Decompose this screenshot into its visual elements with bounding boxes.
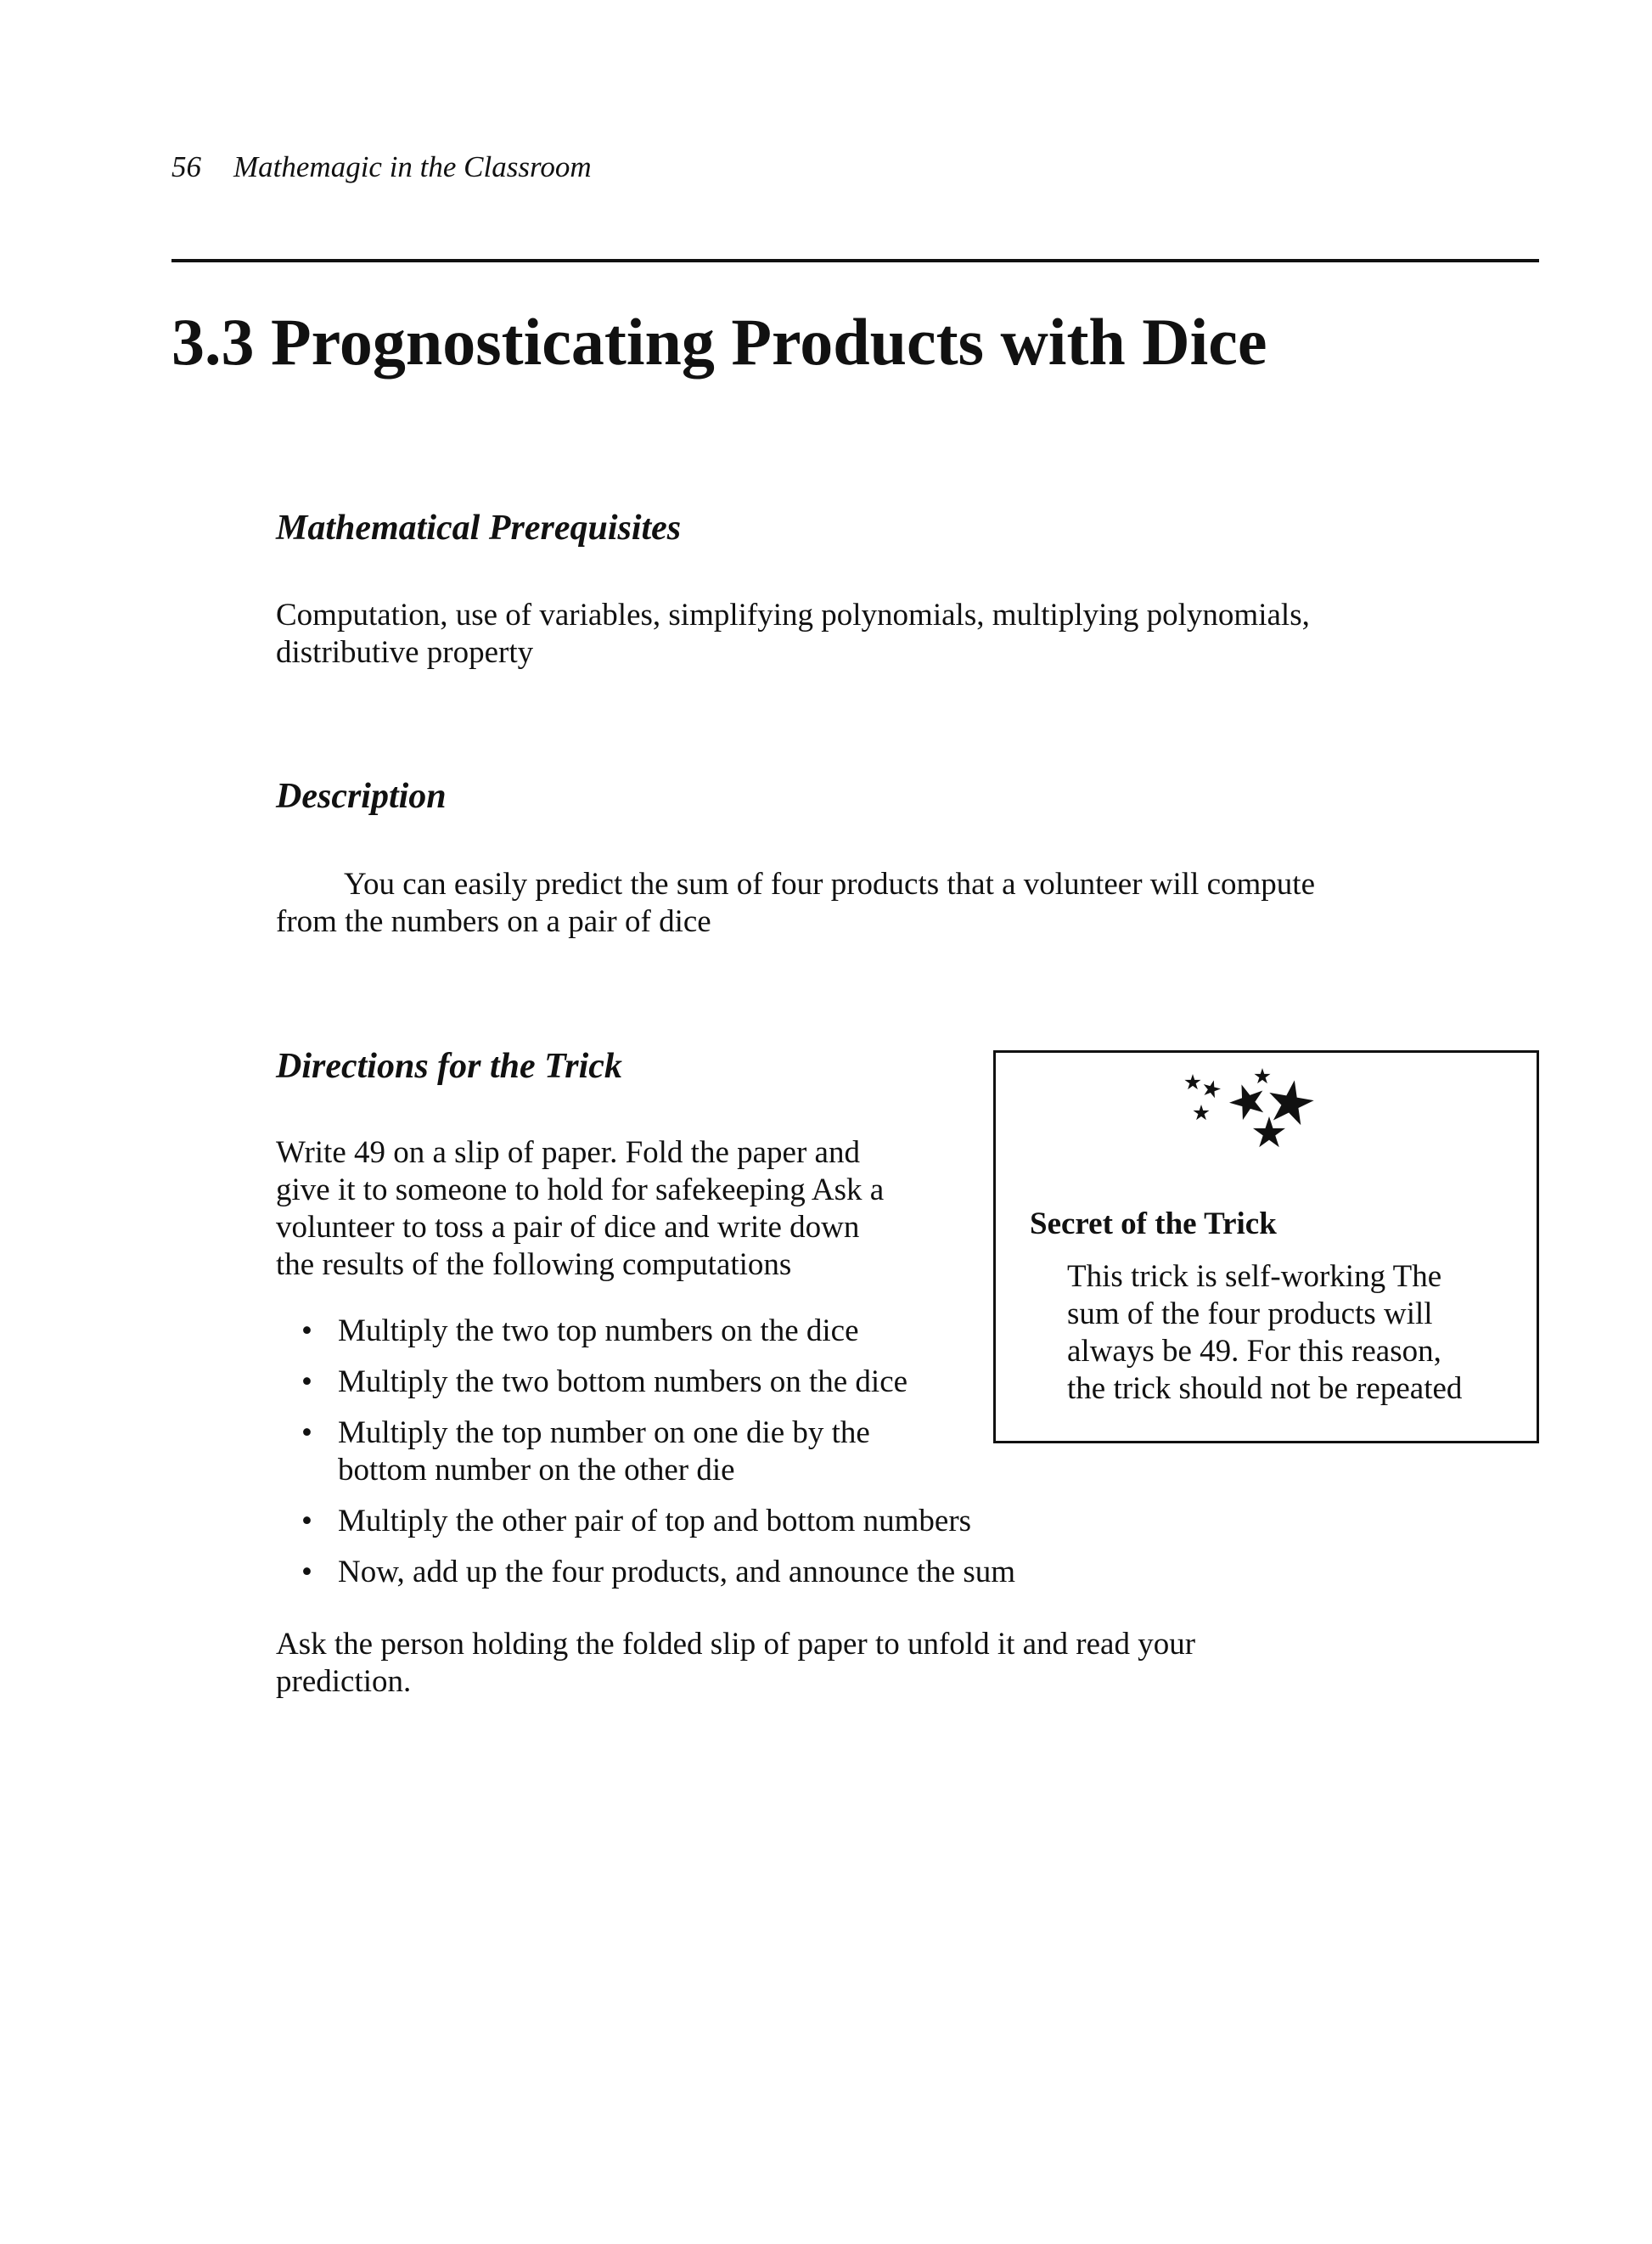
- description-line: from the numbers on a pair of dice: [276, 904, 711, 939]
- directions-closing: [276, 1626, 1195, 1701]
- directions-intro-line: give it to someone to hold for safekeeping Ask a: [276, 1173, 885, 1207]
- bullet-icon: •: [301, 1364, 312, 1399]
- prerequisites-heading: Mathematical Prerequisites: [276, 509, 682, 548]
- list-item: • Multiply the two top numbers on the dice: [301, 1313, 859, 1348]
- directions-intro-line: volunteer to toss a pair of dice and write down: [276, 1210, 860, 1245]
- bullet-icon: •: [301, 1504, 312, 1538]
- closing-line: Ask the person holding the folded slip of paper to unfold it and read your: [276, 1627, 1196, 1662]
- secret-line: sum of the four products will: [1067, 1296, 1433, 1331]
- list-item: • Now, add up the four products, and announce the sum: [301, 1555, 1016, 1589]
- secret-line: the trick should not be repeated: [1067, 1371, 1463, 1406]
- list-item: • Multiply the top number on one die by the bottom number on the other die: [301, 1415, 870, 1488]
- prerequisites-line: Computation, use of variables, simplifying polynomials, multiplying polynomials,: [276, 598, 1310, 633]
- closing-line: prediction.: [276, 1664, 412, 1699]
- description-heading: Description: [276, 777, 447, 816]
- directions-heading: Directions for the Trick: [276, 1047, 622, 1086]
- stars-icon: [1176, 1061, 1346, 1180]
- list-item: • Multiply the two bottom numbers on the dice: [301, 1364, 908, 1399]
- bullet-icon: •: [301, 1415, 312, 1450]
- secret-line: always be 49. For this reason,: [1067, 1334, 1441, 1369]
- secret-text: [1067, 1258, 1526, 1408]
- section-title: 3.3 Prognosticating Products with Dice: [171, 305, 1267, 379]
- bullet-icon: •: [301, 1555, 312, 1589]
- directions-intro-line: the results of the following computations: [276, 1247, 792, 1282]
- secret-box: [993, 1050, 1539, 1443]
- list-item: • Multiply the other pair of top and bottom numbers: [301, 1504, 972, 1538]
- page-number: 56: [171, 150, 201, 183]
- prerequisites-text: [276, 597, 1310, 672]
- secret-line: This trick is self-working The: [1067, 1259, 1442, 1294]
- book-title: Mathemagic in the Classroom: [233, 150, 592, 183]
- prerequisites-line: distributive property: [276, 635, 534, 670]
- directions-intro: [276, 1134, 884, 1284]
- description-line: You can easily predict the sum of four products that a volunteer will compute: [344, 867, 1316, 902]
- directions-intro-line: Write 49 on a slip of paper. Fold the paper and: [276, 1135, 860, 1170]
- description-text: [276, 866, 1315, 941]
- bullet-icon: •: [301, 1313, 312, 1348]
- secret-heading: Secret of the Trick: [1030, 1206, 1277, 1241]
- running-header: [171, 150, 592, 184]
- directions-steps: [301, 1313, 1015, 1605]
- header-rule: [171, 259, 1539, 262]
